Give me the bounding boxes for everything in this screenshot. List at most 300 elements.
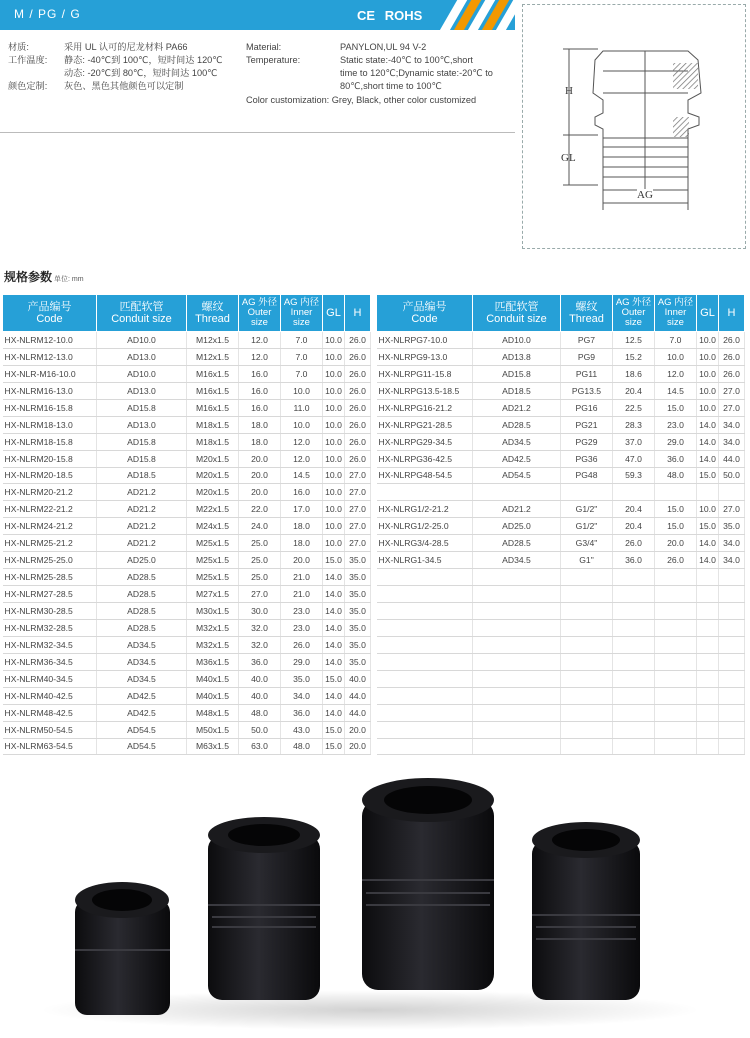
table-cell: 14.0 [323, 653, 345, 670]
table-cell: 36.0 [613, 552, 655, 569]
table-cell: 26.0 [613, 535, 655, 552]
table-cell [613, 636, 655, 653]
table-cell: 35.0 [719, 518, 745, 535]
specs-chinese [8, 40, 248, 100]
col-conduit: 匹配软管 Conduit size [473, 295, 561, 332]
table-cell: 27.0 [345, 501, 371, 518]
col-outer: AG 外径 Outer size [613, 295, 655, 332]
table-row [3, 382, 371, 399]
table-cell [655, 603, 697, 620]
table-cell: AD34.5 [97, 670, 187, 687]
table-cell: 10.0 [323, 399, 345, 416]
table-cell: 12.0 [281, 433, 323, 450]
table-cell: 18.6 [613, 365, 655, 382]
table-row [377, 348, 745, 365]
table-cell [655, 653, 697, 670]
table-cell: 10.0 [697, 382, 719, 399]
table-cell: 7.0 [281, 348, 323, 365]
table-cell: 34.0 [719, 552, 745, 569]
table-cell [473, 670, 561, 687]
table-header-row [3, 295, 371, 332]
table-cell: 35.0 [281, 670, 323, 687]
table-cell [613, 653, 655, 670]
table-cell [561, 484, 613, 501]
col-code: 产品编号 Code [3, 295, 97, 332]
table-cell: 34.0 [719, 535, 745, 552]
table-row [3, 484, 371, 501]
table-cell [377, 636, 473, 653]
table-cell: PG48 [561, 467, 613, 484]
table-cell: 50.0 [719, 467, 745, 484]
table-cell: AD18.5 [97, 467, 187, 484]
table-cell: 14.0 [323, 687, 345, 704]
table-cell: 40.0 [239, 687, 281, 704]
table-row [377, 569, 745, 586]
table-cell: 23.0 [281, 619, 323, 636]
table-cell: 7.0 [655, 332, 697, 349]
table-row [377, 619, 745, 636]
table-cell [613, 586, 655, 603]
table-cell: AD15.8 [473, 365, 561, 382]
table-cell: 7.0 [281, 332, 323, 349]
table-cell: 32.0 [239, 636, 281, 653]
table-cell: M32x1.5 [187, 636, 239, 653]
table-cell: 20.0 [655, 535, 697, 552]
table-cell: 48.0 [239, 704, 281, 721]
table-cell [697, 738, 719, 755]
table-cell: M63x1.5 [187, 738, 239, 755]
temperature-label: Temperature: [246, 55, 301, 65]
table-cell: 34.0 [281, 687, 323, 704]
table-cell: 20.0 [281, 552, 323, 569]
table-cell: HX-NLRM32-34.5 [3, 636, 97, 653]
table-cell: 44.0 [345, 687, 371, 704]
table-cell: 10.0 [323, 518, 345, 535]
table-cell: AD21.2 [97, 535, 187, 552]
temperature-line: Static state:-40℃ to 100℃,short [340, 55, 473, 65]
table-cell: AD21.2 [473, 501, 561, 518]
table-cell: AD28.5 [473, 535, 561, 552]
col-thread: 螺纹 Thread [187, 295, 239, 332]
table-cell: 14.5 [655, 382, 697, 399]
temperature-line: time to 120℃;Dynamic state:-20℃ to [340, 68, 493, 78]
table-cell [377, 586, 473, 603]
table-cell [719, 738, 745, 755]
table-cell: 36.0 [655, 450, 697, 467]
table-cell: 16.0 [281, 484, 323, 501]
table-cell: AD42.5 [97, 687, 187, 704]
table-row [377, 399, 745, 416]
table-cell: HX-NLRG1/2-21.2 [377, 501, 473, 518]
table-cell: AD13.0 [97, 416, 187, 433]
table-cell: 63.0 [239, 738, 281, 755]
table-cell [473, 484, 561, 501]
table-cell: 10.0 [697, 501, 719, 518]
table-cell: HX-NLRPG36-42.5 [377, 450, 473, 467]
table-cell [697, 484, 719, 501]
table-cell: 12.0 [239, 348, 281, 365]
table-cell: G1/2" [561, 518, 613, 535]
table-cell: 50.0 [239, 721, 281, 738]
table-cell: 27.0 [719, 501, 745, 518]
unit-note: 单位: mm [54, 276, 84, 283]
table-cell: 32.0 [239, 619, 281, 636]
table-cell: 26.0 [719, 348, 745, 365]
table-cell: HX-NLRPG21-28.5 [377, 416, 473, 433]
table-cell [377, 653, 473, 670]
table-cell: 36.0 [281, 704, 323, 721]
spec-value: 灰色、黑色其他颜色可以定制 [64, 81, 184, 91]
table-cell [697, 586, 719, 603]
table-cell: 15.0 [323, 738, 345, 755]
table-cell: AD15.8 [97, 450, 187, 467]
table-cell: 43.0 [281, 721, 323, 738]
table-cell: HX-NLRM32-28.5 [3, 619, 97, 636]
table-cell: 12.0 [655, 365, 697, 382]
table-cell: M12x1.5 [187, 332, 239, 349]
table-cell: M16x1.5 [187, 365, 239, 382]
table-cell [613, 738, 655, 755]
table-cell [473, 636, 561, 653]
col-outer: AG 外径 Outer size [239, 295, 281, 332]
spec-value: 动态: -20℃到 80℃，短时间达 100℃ [64, 68, 218, 78]
table-cell: 20.0 [345, 721, 371, 738]
table-cell: 23.0 [281, 603, 323, 620]
table-cell: 34.0 [719, 433, 745, 450]
gland-right [532, 822, 640, 1000]
specs-english [246, 40, 516, 110]
table-cell: AD13.8 [473, 348, 561, 365]
gland-cross-section [523, 5, 745, 248]
table-cell: HX-NLRM12-10.0 [3, 332, 97, 349]
table-cell [719, 586, 745, 603]
spec-label: 材质: [8, 42, 29, 52]
table-cell: AD10.0 [97, 332, 187, 349]
table-cell: HX-NLRM50-54.5 [3, 721, 97, 738]
table-cell: HX-NLRM24-21.2 [3, 518, 97, 535]
table-cell [377, 704, 473, 721]
table-cell: HX-NLRM25-25.0 [3, 552, 97, 569]
table-cell: AD34.5 [97, 653, 187, 670]
table-cell: HX-NLRM25-28.5 [3, 569, 97, 586]
table-cell [655, 738, 697, 755]
table-cell: AD54.5 [97, 738, 187, 755]
table-cell: 14.0 [323, 569, 345, 586]
table-row [377, 518, 745, 535]
table-cell [561, 721, 613, 738]
col-h: H [719, 295, 745, 332]
table-cell: M36x1.5 [187, 653, 239, 670]
table-cell: HX-NLRM40-34.5 [3, 670, 97, 687]
table-cell: AD25.0 [473, 518, 561, 535]
table-cell: 10.0 [697, 332, 719, 349]
table-row [377, 586, 745, 603]
table-cell: G3/4" [561, 535, 613, 552]
table-cell [697, 687, 719, 704]
table-cell: AD34.5 [97, 636, 187, 653]
table-cell: 15.0 [655, 518, 697, 535]
table-cell [655, 569, 697, 586]
table-cell: HX-NLRG3/4-28.5 [377, 535, 473, 552]
table-cell: 26.0 [719, 332, 745, 349]
table-row [377, 653, 745, 670]
table-row [3, 586, 371, 603]
table-cell: 15.0 [323, 670, 345, 687]
table-cell [655, 704, 697, 721]
table-cell [697, 619, 719, 636]
col-conduit: 匹配软管 Conduit size [97, 295, 187, 332]
h-label: H [565, 85, 573, 97]
table-cell: 10.0 [655, 348, 697, 365]
divider [0, 132, 515, 133]
table-cell: 18.0 [239, 416, 281, 433]
col-gl: GL [323, 295, 345, 332]
material-value: PANYLON,UL 94 V-2 [340, 42, 427, 52]
table-cell [613, 670, 655, 687]
table-row [3, 738, 371, 755]
table-cell: 15.0 [697, 518, 719, 535]
table-cell: 26.0 [281, 636, 323, 653]
table-cell: HX-NLRPG29-34.5 [377, 433, 473, 450]
table-cell: 20.0 [239, 450, 281, 467]
table-cell: M25x1.5 [187, 552, 239, 569]
table-cell: M27x1.5 [187, 586, 239, 603]
table-cell: AD34.5 [473, 552, 561, 569]
table-cell: 10.0 [281, 416, 323, 433]
table-row [3, 518, 371, 535]
table-cell: HX-NLRPG9-13.0 [377, 348, 473, 365]
table-cell: M25x1.5 [187, 535, 239, 552]
table-cell: 14.0 [697, 450, 719, 467]
table-cell [561, 687, 613, 704]
table-row [3, 467, 371, 484]
table-cell [561, 586, 613, 603]
table-cell: PG29 [561, 433, 613, 450]
table-cell: AD54.5 [473, 467, 561, 484]
table-cell: 21.0 [281, 569, 323, 586]
table-cell: 18.0 [239, 433, 281, 450]
table-cell: AD28.5 [97, 586, 187, 603]
table-cell: HX-NLRM18-13.0 [3, 416, 97, 433]
table-cell: 7.0 [281, 365, 323, 382]
table-cell: 28.3 [613, 416, 655, 433]
table-cell: 26.0 [345, 450, 371, 467]
table-cell: M12x1.5 [187, 348, 239, 365]
table-cell: 15.0 [697, 467, 719, 484]
table-cell: AD15.8 [97, 399, 187, 416]
table-cell: 10.0 [323, 467, 345, 484]
table-cell: HX-NLRM40-42.5 [3, 687, 97, 704]
table-cell: HX-NLRM25-21.2 [3, 535, 97, 552]
color-customization: Color customization: Grey, Black, other color customized [246, 95, 477, 105]
table-row [377, 738, 745, 755]
table-cell: 15.2 [613, 348, 655, 365]
table-cell: AD21.2 [473, 399, 561, 416]
table-cell [697, 704, 719, 721]
table-cell [655, 636, 697, 653]
table-cell [697, 636, 719, 653]
table-cell [561, 619, 613, 636]
table-cell: AD13.0 [97, 382, 187, 399]
table-cell: 18.0 [281, 518, 323, 535]
table-cell [473, 653, 561, 670]
table-cell: 26.0 [345, 399, 371, 416]
table-cell [613, 721, 655, 738]
table-cell [613, 619, 655, 636]
table-cell: PG36 [561, 450, 613, 467]
table-cell [719, 670, 745, 687]
table-cell: HX-NLRM22-21.2 [3, 501, 97, 518]
temperature-line: 80℃,short time to 100℃ [340, 81, 442, 91]
table-row [3, 535, 371, 552]
table-cell: G1/2" [561, 501, 613, 518]
col-h: H [345, 295, 371, 332]
table-row [377, 704, 745, 721]
table-row [377, 332, 745, 349]
table-cell: M20x1.5 [187, 450, 239, 467]
table-row [377, 382, 745, 399]
table-row [3, 552, 371, 569]
table-cell: 10.0 [323, 450, 345, 467]
col-gl: GL [697, 295, 719, 332]
table-row [3, 416, 371, 433]
table-cell [473, 619, 561, 636]
gland-large [362, 778, 494, 990]
table-row [377, 416, 745, 433]
spec-value: 静态: -40℃到 100℃，短时间达 120℃ [64, 55, 223, 65]
table-cell: M18x1.5 [187, 433, 239, 450]
table-cell: 30.0 [239, 603, 281, 620]
table-cell: 25.0 [239, 535, 281, 552]
table-cell: 15.0 [655, 501, 697, 518]
table-cell: 14.0 [323, 586, 345, 603]
table-cell [613, 687, 655, 704]
table-cell: 25.0 [239, 552, 281, 569]
table-cell: M50x1.5 [187, 721, 239, 738]
table-cell: 23.0 [655, 416, 697, 433]
table-cell: M24x1.5 [187, 518, 239, 535]
table-cell: HX-NLRM16-13.0 [3, 382, 97, 399]
table-cell: AD25.0 [97, 552, 187, 569]
table-cell: 35.0 [345, 653, 371, 670]
table-cell: 36.0 [239, 653, 281, 670]
table-cell [473, 738, 561, 755]
table-row [3, 348, 371, 365]
spec-label: 工作温度: [8, 55, 48, 65]
table-cell: 14.0 [323, 704, 345, 721]
table-cell: AD28.5 [97, 603, 187, 620]
table-cell [613, 704, 655, 721]
table-cell: M48x1.5 [187, 704, 239, 721]
table-row [377, 603, 745, 620]
table-cell: HX-NLRG1/2-25.0 [377, 518, 473, 535]
table-row [377, 721, 745, 738]
table-cell: HX-NLRM36-34.5 [3, 653, 97, 670]
col-inner: AG 内径 Inner size [281, 295, 323, 332]
table-cell: 29.0 [655, 433, 697, 450]
table-cell: AD10.0 [473, 332, 561, 349]
table-cell: AD42.5 [97, 704, 187, 721]
table-cell: AD54.5 [97, 721, 187, 738]
table-cell: 35.0 [345, 569, 371, 586]
table-cell: 12.0 [239, 332, 281, 349]
table-cell [655, 619, 697, 636]
table-row [3, 619, 371, 636]
table-cell: 48.0 [281, 738, 323, 755]
table-cell: PG16 [561, 399, 613, 416]
section-title-text: 规格参数 [4, 270, 53, 284]
table-cell [473, 569, 561, 586]
table-cell: AD13.0 [97, 348, 187, 365]
table-row [377, 636, 745, 653]
table-cell [561, 738, 613, 755]
table-cell: 29.0 [281, 653, 323, 670]
table-cell [377, 687, 473, 704]
table-cell [697, 653, 719, 670]
table-cell: AD21.2 [97, 518, 187, 535]
table-cell: HX-NLR-M16-10.0 [3, 365, 97, 382]
table-header-row [377, 295, 745, 332]
table-cell: PG21 [561, 416, 613, 433]
section-title [4, 268, 84, 285]
table-cell: 14.5 [281, 467, 323, 484]
table-cell: M40x1.5 [187, 687, 239, 704]
table-cell: HX-NLRM20-15.8 [3, 450, 97, 467]
table-cell: 10.0 [697, 399, 719, 416]
table-row [3, 365, 371, 382]
table-cell: HX-NLRM18-15.8 [3, 433, 97, 450]
table-cell: HX-NLRG1-34.5 [377, 552, 473, 569]
table-cell: 27.0 [719, 399, 745, 416]
decorative-stripes [440, 0, 515, 30]
table-cell: 26.0 [345, 416, 371, 433]
table-cell: PG13.5 [561, 382, 613, 399]
table-cell: M22x1.5 [187, 501, 239, 518]
table-row [3, 399, 371, 416]
table-cell: 17.0 [281, 501, 323, 518]
table-cell: AD28.5 [97, 569, 187, 586]
table-cell: 12.5 [613, 332, 655, 349]
material-label: Material: [246, 42, 282, 52]
table-cell: 47.0 [613, 450, 655, 467]
table-cell: HX-NLRPG11-15.8 [377, 365, 473, 382]
table-cell: M25x1.5 [187, 569, 239, 586]
table-cell [655, 721, 697, 738]
table-cell: HX-NLRPG13.5-18.5 [377, 382, 473, 399]
table-cell: 35.0 [345, 552, 371, 569]
table-cell: HX-NLRM16-15.8 [3, 399, 97, 416]
table-cell: 26.0 [345, 382, 371, 399]
table-cell: 14.0 [323, 636, 345, 653]
table-cell [655, 670, 697, 687]
table-cell: 16.0 [239, 399, 281, 416]
table-cell [697, 670, 719, 687]
table-cell [719, 484, 745, 501]
table-row [3, 433, 371, 450]
table-cell: 40.0 [345, 670, 371, 687]
table-cell [613, 484, 655, 501]
table-cell: 27.0 [345, 518, 371, 535]
table-cell: 11.0 [281, 399, 323, 416]
table-cell: AD15.8 [97, 433, 187, 450]
table-cell: AD34.5 [473, 433, 561, 450]
table-cell: 15.0 [655, 399, 697, 416]
table-cell [377, 721, 473, 738]
table-row [3, 450, 371, 467]
table-row [3, 603, 371, 620]
table-cell: 14.0 [323, 603, 345, 620]
table-cell [719, 569, 745, 586]
